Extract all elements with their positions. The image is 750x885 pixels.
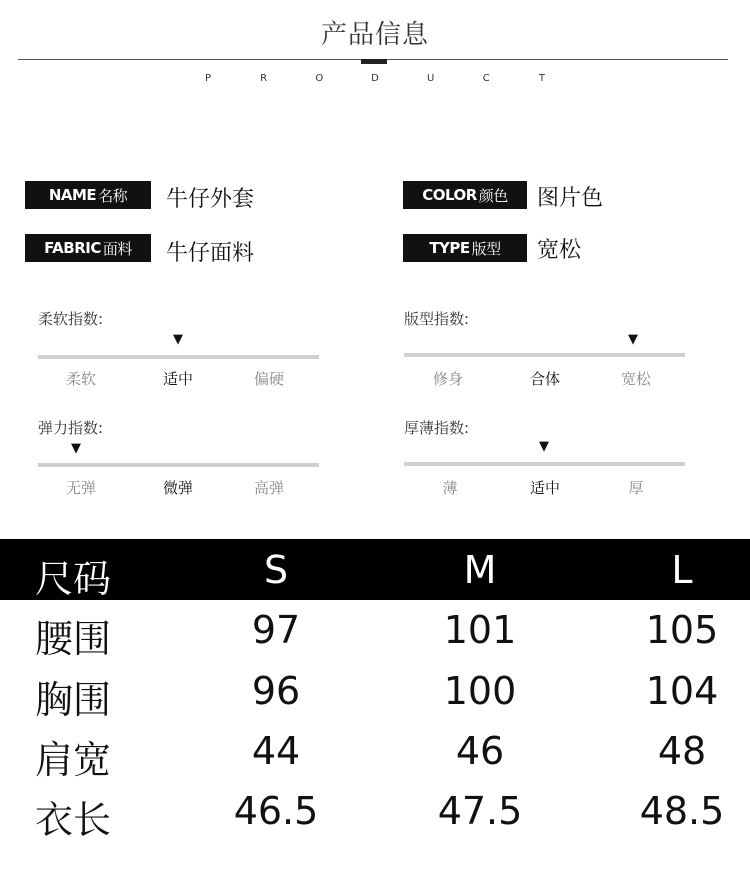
row-value: 97	[251, 608, 301, 652]
softness-index-label: 柔软指数:	[38, 310, 104, 328]
type-tag-cn: 版型	[471, 239, 501, 258]
fit-track	[404, 353, 685, 357]
thickness-option: 薄	[442, 479, 458, 497]
row-value: 47.5	[437, 789, 523, 833]
row-value: 105	[645, 608, 719, 652]
type-tag-en: TYPE	[429, 239, 470, 257]
letter: D	[371, 73, 379, 84]
row-value: 44	[251, 729, 301, 773]
thickness-track	[404, 462, 685, 466]
letter: C	[482, 73, 490, 84]
type-tag	[403, 234, 527, 262]
elasticity-option: 高弹	[253, 479, 284, 497]
row-label: 腰围	[35, 617, 112, 661]
softness-option: 偏硬	[253, 370, 284, 388]
softness-option: 柔软	[65, 370, 96, 388]
letter: O	[315, 73, 324, 84]
letter: T	[538, 73, 545, 84]
row-value: 101	[443, 608, 517, 652]
fit-option: 合体	[529, 370, 560, 388]
thickness-arrow-icon: ▼	[539, 439, 549, 454]
thickness-index-label: 厚薄指数:	[404, 419, 470, 437]
size-header-s: S	[263, 548, 289, 592]
fit-arrow-icon: ▼	[628, 332, 638, 347]
softness-option-selected: 适中	[162, 370, 193, 388]
row-value: 48.5	[639, 789, 725, 833]
elasticity-index-label: 弹力指数:	[38, 419, 104, 437]
row-value: 46	[455, 729, 505, 773]
softness-track	[38, 355, 319, 359]
letter: P	[204, 73, 212, 84]
name-value: 牛仔外套	[166, 187, 255, 212]
row-value: 48	[657, 729, 707, 773]
row-label: 衣长	[35, 798, 112, 842]
page-title: 产品信息	[320, 20, 429, 50]
size-header-l: L	[671, 548, 693, 592]
color-tag-en: COLOR	[422, 186, 477, 204]
color-tag-cn: 颜色	[478, 186, 508, 205]
product-letters	[200, 73, 550, 84]
name-tag-cn: 名称	[98, 186, 128, 205]
fit-index-label: 版型指数:	[404, 310, 470, 328]
fabric-tag	[25, 234, 151, 262]
size-header-m: M	[463, 548, 497, 592]
thickness-option-selected: 适中	[529, 479, 560, 497]
elasticity-track	[38, 463, 319, 467]
row-label: 肩宽	[35, 738, 112, 782]
row-value: 100	[443, 669, 517, 713]
elasticity-option: 微弹	[162, 479, 193, 497]
header-divider-accent	[361, 59, 387, 64]
fit-option: 修身	[432, 370, 463, 388]
name-tag-en: NAME	[48, 186, 97, 204]
row-label: 胸围	[35, 678, 112, 722]
color-tag	[403, 181, 527, 209]
size-table-header	[0, 539, 750, 600]
thickness-option: 厚	[628, 479, 644, 497]
fabric-value: 牛仔面料	[166, 241, 255, 266]
row-value: 96	[251, 669, 301, 713]
softness-arrow-icon: ▼	[173, 332, 183, 347]
size-header-label: 尺码	[35, 557, 112, 601]
fit-option-selected: 宽松	[620, 370, 651, 388]
letter: U	[426, 73, 435, 84]
elasticity-option-selected: 无弹	[65, 479, 96, 497]
elasticity-arrow-icon: ▼	[71, 441, 81, 456]
letter: R	[260, 73, 268, 84]
row-value: 104	[645, 669, 719, 713]
type-value: 宽松	[537, 238, 582, 263]
color-value: 图片色	[537, 186, 604, 211]
fabric-tag-cn: 面料	[102, 239, 132, 258]
row-value: 46.5	[233, 789, 319, 833]
name-tag	[25, 181, 151, 209]
fabric-tag-en: FABRIC	[44, 239, 101, 257]
